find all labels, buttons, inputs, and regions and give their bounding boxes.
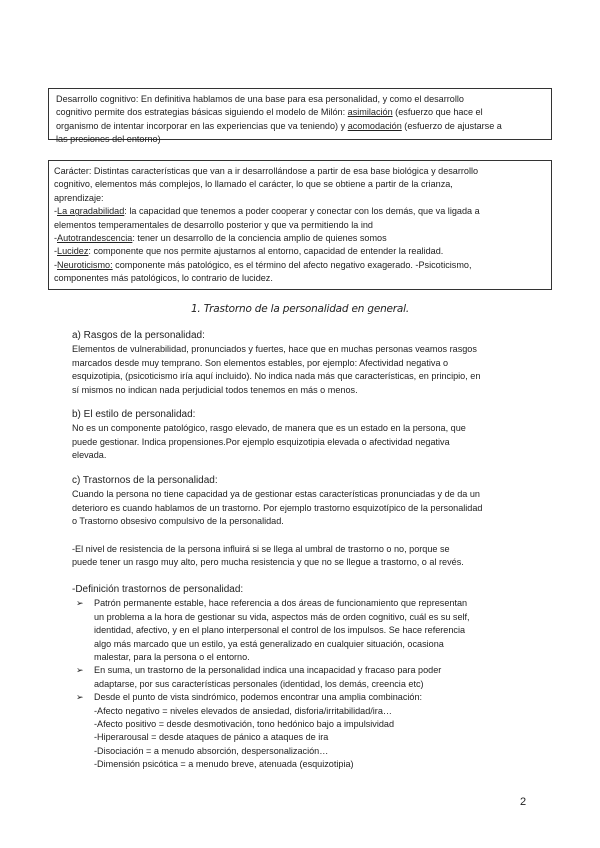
box2-line — [54, 259, 546, 272]
bullet-line: Desde el punto de vista sindrómico, podemos encontrar una amplia combinación: — [94, 692, 423, 703]
paragraph-line: -El nivel de resistencia de la persona influirá si se llega al umbral de trastorno o no, porque se — [72, 544, 450, 554]
text: (esfuerzo que hace el — [392, 107, 483, 118]
box2-line: aprendizaje: — [54, 192, 104, 203]
cognitive-development-box — [48, 88, 552, 145]
term-lucidez: Lucidez — [57, 246, 89, 257]
bullet-line: algo más marcado que un estilo, ya está generalizado en cualquier situación, ocasiona — [94, 638, 444, 649]
term-neuroticismo: Neuroticismo: — [57, 259, 113, 270]
page-number: 2 — [520, 796, 527, 808]
section-trastornos — [72, 474, 532, 529]
arrow-bullet-icon: ➢ — [76, 598, 84, 609]
sub-item: -Afecto positivo = desde desmotivación, tono hedónico bajo a impulsividad — [94, 719, 395, 730]
paragraph-line: puede gestionar. Indica propensiones.Por ejemplo esquizotipia elevada o afectividad negativa — [72, 436, 450, 447]
text: : componente que nos permite ajustarnos al entorno, capacidad de entender la realidad. — [88, 246, 444, 257]
section-definicion — [72, 583, 532, 772]
bullet-line: identidad, afectivo, y en el plano interpersonal el control de los impulsos. Se hace referencia — [94, 625, 466, 636]
paragraph-line: marcados desde muy temprano. Son elementos estables, por ejemplo: Afectividad negativa o — [72, 357, 449, 368]
paragraph-line: No es un componente patológico, rasgo elevado, de manera que es un estado en la persona, que — [72, 423, 466, 434]
box2-line — [54, 245, 546, 258]
bullet-line: En suma, un trastorno de la personalidad indica una incapacidad y fracaso para poder — [94, 665, 442, 676]
paragraph-line: sí mismos no indican nada perjudicial todos tenemos en más o menos. — [72, 384, 358, 395]
box2-line: cognitivo, elementos más complejos, lo llamado el carácter, lo que se obtiene a partir de la crianza, — [54, 179, 453, 190]
list-item — [72, 597, 532, 664]
dash: - — [54, 246, 58, 257]
character-box — [48, 160, 552, 290]
section-resistencia — [72, 543, 532, 570]
paragraph-line: puede tener un rasgo muy alto, pero mucha resistencia y que no se llegue a trastorno, o al revés. — [72, 557, 464, 568]
heading-trastornos: c) Trastornos de la personalidad: — [72, 475, 218, 486]
sub-item: -Hiperarousal = desde ataques de pánico a ataques de ira — [94, 732, 329, 743]
heading-rasgos: a) Rasgos de la personalidad: — [72, 330, 205, 341]
section-rasgos — [72, 329, 532, 397]
box2-line — [54, 205, 546, 218]
heading-estilo: b) El estilo de personalidad: — [72, 409, 196, 420]
text: cognitivo permite dos estrategias básicas siguiendo el modelo de Milón: — [56, 107, 348, 118]
paragraph-line: Elementos de vulnerabilidad, pronunciados y fuertes, hace que en muchas personas veamos rasgos — [72, 344, 477, 355]
paragraph-line: o Trastorno obsesivo compulsivo de la personalidad. — [72, 516, 284, 527]
term-asimilacion: asimilación — [347, 107, 393, 118]
section-estilo — [72, 408, 532, 463]
box1-line: las presiones del entorno) — [56, 134, 161, 145]
list-item — [72, 691, 532, 704]
definition-list — [72, 597, 532, 704]
bullet-line: un problema a la hora de gestionar su vida, aspectos más de orden cognitivo, cuál es su self, — [94, 611, 470, 622]
dash: - — [54, 259, 58, 270]
box2-line — [54, 232, 546, 245]
box2-line: componentes más patológicos, lo contrario de lucidez. — [54, 273, 273, 284]
paragraph-line: Cuando la persona no tiene capacidad ya de gestionar estas características pronunciadas y de da un — [72, 489, 480, 500]
term-agradabilidad: La agradabilidad — [57, 206, 125, 217]
box2-line: Carácter: Distintas características que van a ir desarrollándose a partir de esa base biológica y desarrollo — [54, 166, 479, 176]
text: organismo de intentar incorporar en las experiencias que va teniendo) y — [56, 120, 348, 131]
text: : la capacidad que tenemos a poder cooperar y conectar con los demás, que va ligada a — [124, 206, 480, 217]
paragraph-line: elevada. — [72, 450, 107, 461]
dash: - — [54, 206, 58, 217]
list-item — [72, 664, 532, 691]
term-acomodacion: acomodación — [347, 120, 402, 131]
term-autotrandescencia: Autotrandescencia — [57, 233, 133, 244]
paragraph-line: deterioro es cuando hablamos de un trastorno. Por ejemplo trastorno esquizotípico de la personalidad — [72, 502, 483, 513]
arrow-bullet-icon: ➢ — [76, 665, 84, 676]
sub-item: -Disociación = a menudo absorción, despersonalización… — [94, 745, 329, 756]
dash: - — [54, 233, 58, 244]
sub-item: -Afecto negativo = niveles elevados de ansiedad, disforia/irritabilidad/ira… — [94, 705, 392, 716]
box1-line — [56, 106, 546, 119]
bullet-line: adaptarse, por sus características personales (identidad, los demás, creencia etc) — [94, 678, 424, 689]
arrow-bullet-icon: ➢ — [76, 692, 84, 703]
sub-items — [72, 705, 532, 772]
bullet-line: malestar, para la persona o el entorno. — [94, 652, 250, 663]
heading-definicion: -Definición trastornos de personalidad: — [72, 584, 244, 595]
paragraph-line: esquizotipia, (psicoticismo iría aquí incluido). No indica nada más que características, en principio, en — [72, 371, 481, 382]
text: (esfuerzo de ajustarse a — [401, 120, 502, 131]
text: : tener un desarrollo de la conciencia amplio de quienes somos — [132, 233, 387, 244]
box1-line: Desarrollo cognitivo: En definitiva hablamos de una base para esa personalidad, y como el desarrollo — [56, 94, 464, 104]
sub-item: -Dimensión psicótica = a menudo breve, atenuada (esquizotipia) — [94, 759, 354, 770]
text: componente más patológico, es el término del afecto negativo exagerado. -Psicoticismo, — [112, 259, 472, 270]
section-title: 1. Trastorno de la personalidad en general. — [190, 303, 410, 315]
box2-line: elementos temperamentales de desarrollo posterior y que va permitiendo la ind — [54, 219, 373, 230]
bullet-line: Patrón permanente estable, hace referencia a dos áreas de funcionamiento que representan — [94, 598, 468, 609]
box1-line — [56, 120, 546, 133]
